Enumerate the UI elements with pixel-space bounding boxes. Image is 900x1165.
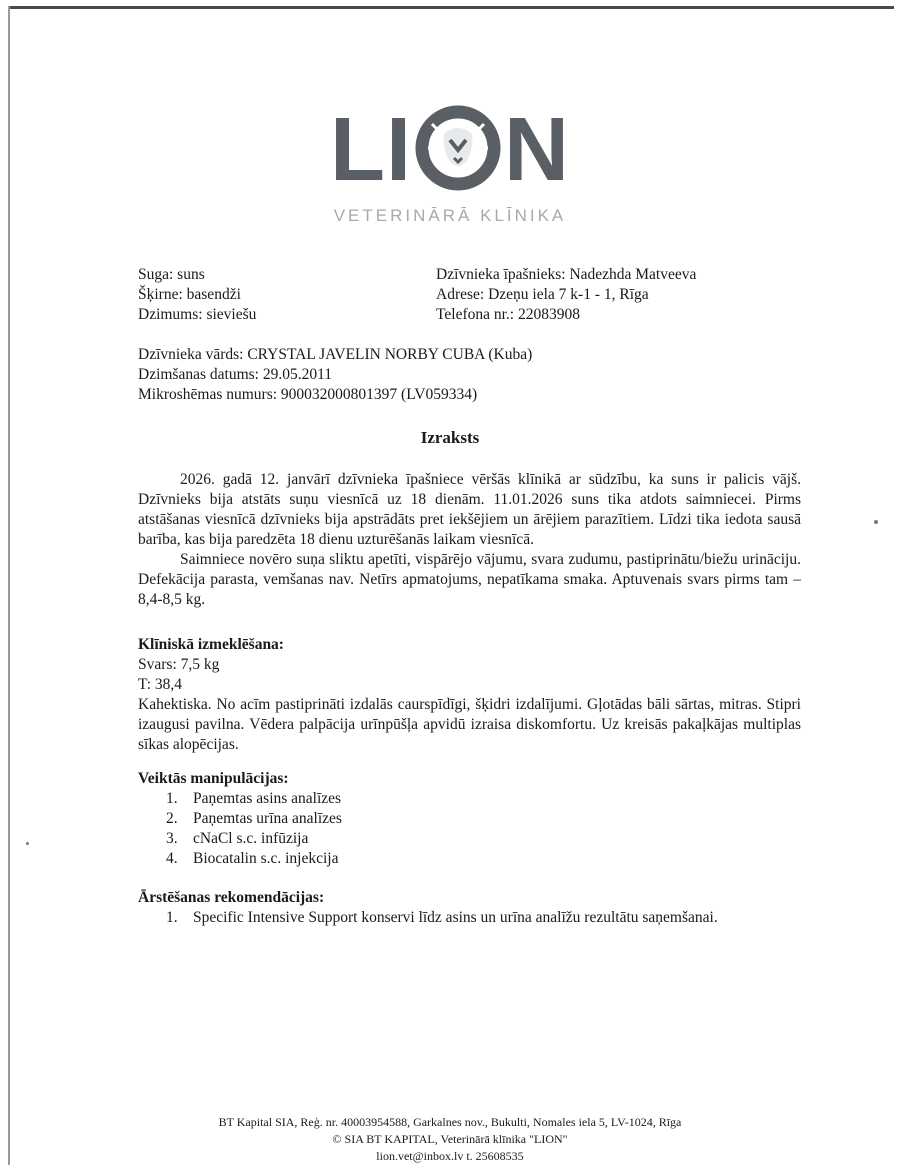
clinical-exam-heading: Klīniskā izmeklēšana: xyxy=(138,636,284,653)
logo-wordmark xyxy=(330,100,570,200)
anamnesis-paragraph: 2026. gadā 12. janvārī dzīvnieka īpašniece vēršās klīnikā ar sūdzību, ka suns ir palicis vājš. Dzīvnieks bija atstāts suņu viesnīcā uz 18 dienām. 11.01.2026 suns tika atdots saimniecei. Pirms atstāšanas viesnīcā dzīvnieks bija apstrādāts pret iekšējiem un ārējiem parazītiem. Līdzi tika iedota sausā barība, kas bija paredzēta 18 dienu uzturēšanās laikam viesnīcā. xyxy=(138,471,801,548)
microchip-line: Mikroshēmas numurs: 900032000801397 (LV059334) xyxy=(138,386,478,403)
owner-info xyxy=(436,265,856,325)
list-item xyxy=(138,829,801,849)
recommendations-heading: Ārstēšanas rekomendācijas: xyxy=(138,889,325,906)
animal-info xyxy=(138,265,418,325)
logo-subtitle: VETERINĀRĀ KLĪNIKA xyxy=(333,206,567,225)
scan-edge-top xyxy=(8,6,894,9)
list-item xyxy=(138,809,801,829)
manipulations-section xyxy=(138,769,801,869)
breed-line: Šķirne: basendži xyxy=(138,286,241,303)
list-item xyxy=(138,908,838,928)
pet-info xyxy=(138,345,838,405)
recommendations-section xyxy=(138,888,838,928)
recommendations-list xyxy=(138,908,838,928)
manipulations-heading: Veiktās manipulācijas: xyxy=(138,770,289,787)
logo-letter-i: I xyxy=(385,100,412,200)
phone-line: Telefona nr.: 22083908 xyxy=(436,306,580,323)
anamnesis-paragraph: Saimniece novēro suņa sliktu apetīti, vispārējo vājumu, svara zudumu, pastiprinātu/biežu urināciju. Defekācija parasta, vemšanas nav. Netīrs apmatojums, nepatīkama smaka. Aptuvenais svars pirms tam – 8,4-8,5 kg. xyxy=(138,551,801,608)
manipulations-list xyxy=(138,789,801,869)
list-number: 1. xyxy=(166,790,178,807)
scan-speck xyxy=(26,842,29,845)
page-footer xyxy=(0,1114,900,1165)
lion-head-icon xyxy=(414,104,502,197)
list-number: 2. xyxy=(166,810,178,827)
anamnesis xyxy=(138,470,801,610)
list-text: cNaCl s.c. infūzija xyxy=(193,830,309,847)
clinical-exam-section xyxy=(138,635,801,755)
pet-name-line: Dzīvnieka vārds: CRYSTAL JAVELIN NORBY CUBA (Kuba) xyxy=(138,346,533,363)
birth-date-line: Dzimšanas datums: 29.05.2011 xyxy=(138,366,333,383)
list-text: Specific Intensive Support konservi līdz asins un urīna analīžu rezultātu saņemšanai. xyxy=(193,909,718,926)
logo-letter-n: N xyxy=(504,100,570,200)
list-number: 1. xyxy=(166,909,178,926)
species-line: Suga: suns xyxy=(138,266,205,283)
list-number: 3. xyxy=(166,830,178,847)
owner-line: Dzīvnieka īpašnieks: Nadezhda Matveeva xyxy=(436,266,697,283)
list-text: Paņemtas asins analīzes xyxy=(193,790,342,807)
list-text: Biocatalin s.c. injekcija xyxy=(193,850,339,867)
footer-copyright-line: © SIA BT KAPITAL, Veterinārā klīnika "LION" xyxy=(332,1132,568,1146)
exam-findings: Kahektiska. No acīm pastiprināti izdalās caurspīdīgi, šķidri izdalījumi. Gļotādas bāli sārtas, mitras. Stipri izaugusi pavilna. Vēdera palpācija urīnpūšļa apvidū izraisa diskomfortu. Uz kreisās pakaļkājas multiplas sīkas alopēcijas. xyxy=(138,696,801,753)
address-line: Adrese: Dzeņu iela 7 k-1 - 1, Rīga xyxy=(436,286,649,303)
clinic-logo xyxy=(0,100,900,226)
footer-company-line: BT Kapital SIA, Reģ. nr. 40003954588, Garkalnes nov., Bukulti, Nomales iela 5, LV-1024, Rīga xyxy=(218,1115,682,1129)
list-item xyxy=(138,789,801,809)
scan-speck xyxy=(874,520,878,524)
list-item xyxy=(138,849,801,869)
footer-contact-line: lion.vet@inbox.lv t. 25608535 xyxy=(376,1149,524,1163)
document-title: Izraksts xyxy=(420,428,480,447)
list-text: Paņemtas urīna analīzes xyxy=(193,810,342,827)
weight-line: Svars: 7,5 kg xyxy=(138,656,220,673)
sex-line: Dzimums: sieviešu xyxy=(138,306,257,323)
list-number: 4. xyxy=(166,850,178,867)
temperature-line: T: 38,4 xyxy=(138,676,183,693)
logo-letter-l: L xyxy=(330,100,386,200)
